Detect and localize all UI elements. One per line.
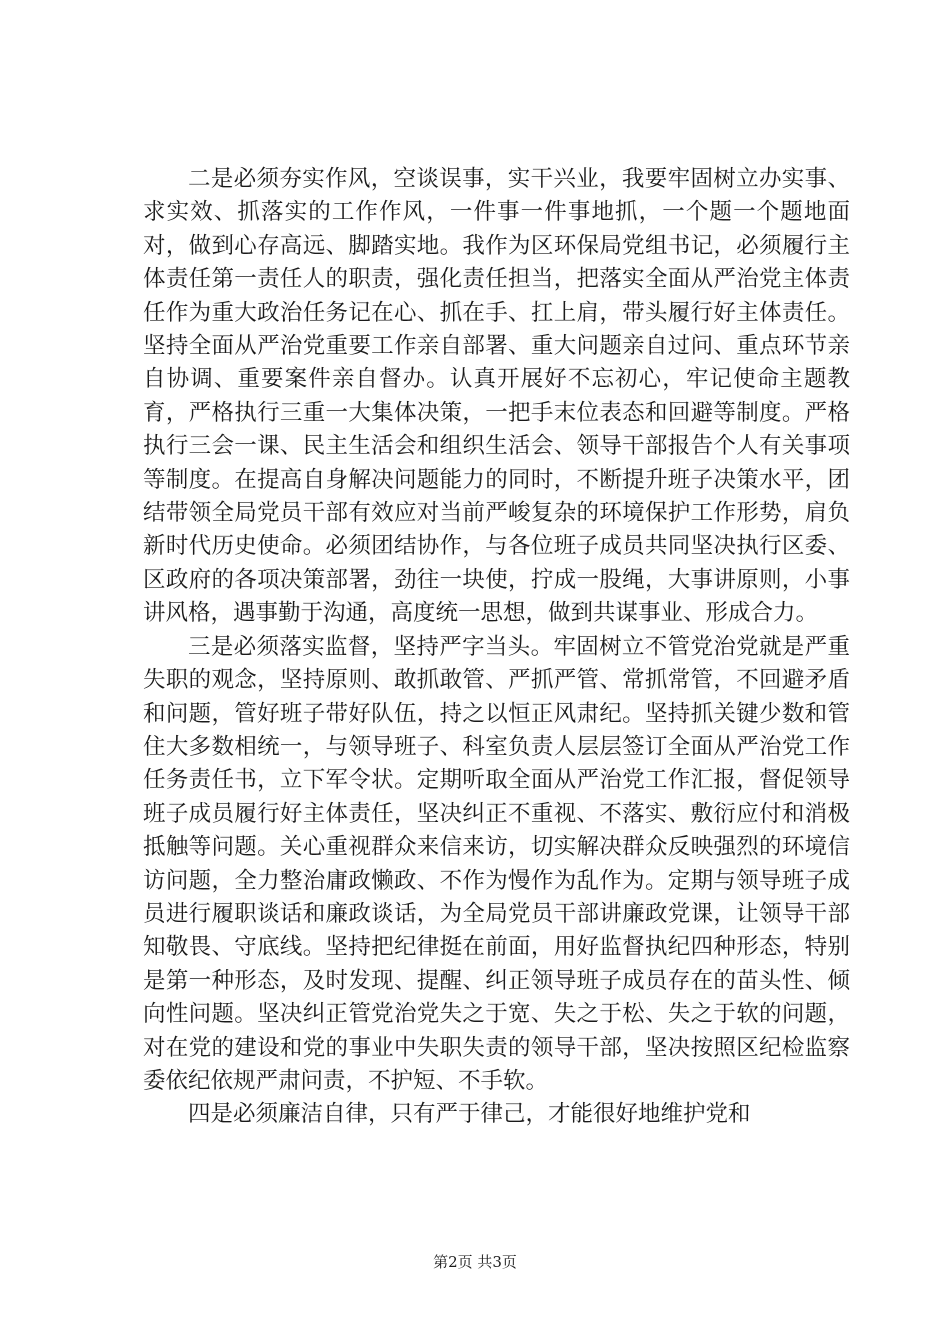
paragraph-2-work-style: 二是必须夯实作风，空谈误事，实干兴业，我要牢固树立办实事、求实效、抓落实的工作作风，一件事一件事地抓，一个题一个题地面对，做到心存高远、脚踏实地。我作为区环保局党组书记，必须履行主体责任第一责任人的职责，强化责任担当，把落实全面从严治党主体责任作为重大政治任务记在心、抓在手、扛上肩，带头履行好主体责任。坚持全面从严治党重要工作亲自部署、重大问题亲自过问、重点环节亲自协调、重要案件亲自督办。认真开展好不忘初心，牢记使命主题教育，严格执行三重一大集体决策，一把手末位表态和回避等制度。严格执行三会一课、民主生活会和组织生活会、领导干部报告个人有关事项等制度。在提高自身解决问题能力的同时，不断提升班子决策水平，团结带领全局党员干部有效应对当前严峻复杂的环境保护工作形势，肩负新时代历史使命。必须团结协作，与各位班子成员共同坚决执行区委、区政府的各项决策部署，劲往一块使，拧成一股绳，大事讲原则，小事讲风格，遇事勤于沟通，高度统一思想，做到共谋事业、形成合力。 (143, 166, 850, 627)
paragraph-3-supervision: 三是必须落实监督，坚持严字当头。牢固树立不管党治党就是严重失职的观念，坚持原则、敢抓敢管、严抓严管、常抓常管，不回避矛盾和问题，管好班子带好队伍，持之以恒正风肃纪。坚持抓关键少数和管住大多数相统一，与领导班子、科室负责人层层签订全面从严治党工作任务责任书，立下军令状。定期听取全面从严治党工作汇报，督促领导班子成员履行好主体责任，坚决纠正不重视、不落实、敷衍应付和消极抵触等问题。关心重视群众来信来访，切实解决群众反映强烈的环境信访问题，全力整治庸政懒政、不作为慢作为乱作为。定期与领导班子成员进行履职谈话和廉政谈话，为全局党员干部讲廉政党课，让领导干部知敬畏、守底线。坚持把纪律挺在前面，用好监督执纪四种形态，特别是第一种形态，及时发现、提醒、纠正领导班子成员存在的苗头性、倾向性问题。坚决纠正管党治党失之于宽、失之于松、失之于软的问题，对在党的建设和党的事业中失职失责的领导干部，坚决按照区纪检监察委依纪依规严肃问责，不护短、不手软。 (143, 633, 850, 1094)
document-body (143, 163, 850, 1132)
paragraph-4-self-discipline: 四是必须廉洁自律，只有严于律己，才能很好地维护党和 (188, 1101, 751, 1128)
page-footer: 第2页 共3页 (433, 1253, 517, 1271)
